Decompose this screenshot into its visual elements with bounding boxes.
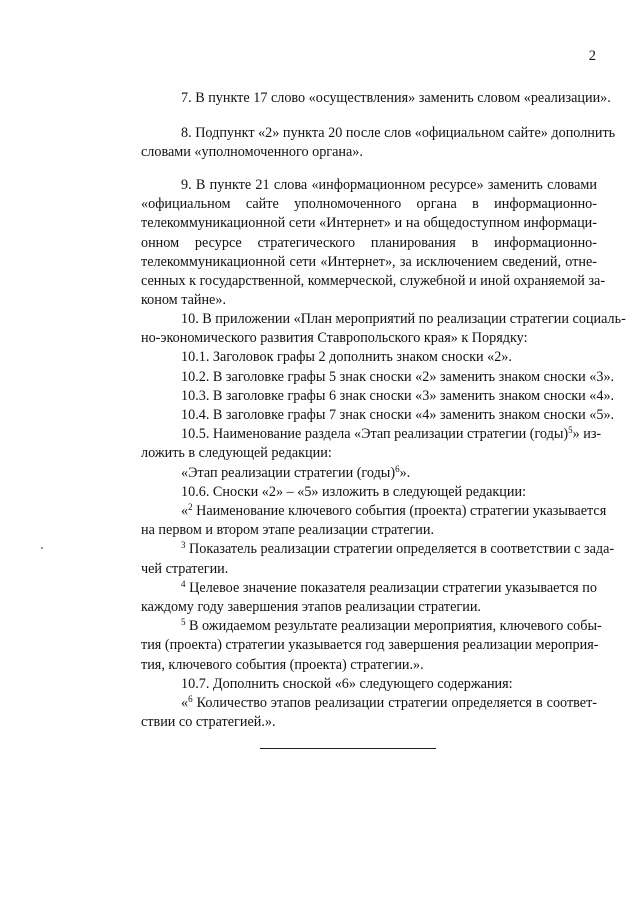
footnote-4-mark: 4: [181, 578, 186, 589]
item-10-5-line-2: ложить в следующей редакции:: [141, 445, 332, 462]
item-10-5-line-3: [101, 464, 597, 483]
footnote-6-mark: 6: [188, 694, 193, 705]
footnote-4-text: Целевое значение показателя реализации стратегии указывается по: [185, 579, 597, 596]
paragraph-9-line-4: онном ресурсе стратегического планирования в информационно-: [141, 234, 597, 251]
footnote-ref-5: 5: [568, 425, 573, 436]
paragraph-8-line-1: 8. Подпункт «2» пункта 20 после слов «официальном сайте» дополнить: [181, 125, 616, 141]
footnote-3-mark: 3: [181, 540, 186, 551]
paragraph-7-text: 7. В пункте 17 слово «осуществления» заменить словом «реализации».: [181, 90, 611, 106]
item-10-5-text-b: » из-: [572, 426, 602, 443]
paragraph-10-line-1: 10. В приложении «План мероприятий по реализации стратегии социаль-: [181, 311, 626, 327]
footnote-4-line-2: каждому году завершения этапов реализации стратегии.: [141, 599, 481, 616]
item-10-6-line-1: 10.6. Сноски «2» – «5» изложить в следующей редакции:: [181, 483, 527, 500]
page-number: 2: [588, 48, 596, 64]
end-divider-line: [260, 748, 436, 749]
footnote-5-line-1: [101, 617, 602, 636]
footnote-2-text: Наименование ключевого события (проекта) стратегии указывается: [192, 503, 607, 520]
item-10-7-line-1: 10.7. Дополнить сноской «6» следующего содержания:: [181, 675, 513, 692]
paragraph-8-line-2: словами «уполномоченного органа».: [141, 144, 363, 161]
footnote-3-line-1: [101, 540, 615, 559]
item-10-1: 10.1. Заголовок графы 2 дополнить знаком сноски «2».: [181, 349, 512, 366]
footnote-ref-6: 6: [395, 463, 400, 474]
footnote-2-line-1: [101, 502, 607, 521]
footnote-5-text: В ожидаемом результате реализации мероприятия, ключевого собы-: [185, 618, 602, 635]
paragraph-9-line-5: телекоммуникационной сети «Интернет», за исключением сведений, отне-: [141, 253, 597, 270]
footnote-3-line-2: чей стратегии.: [141, 560, 229, 577]
footnote-6-open-quote: «: [181, 695, 189, 712]
footnote-5-mark: 5: [181, 617, 186, 628]
item-10-5-line-1: [101, 425, 602, 444]
paragraph-9-line-7: коном тайне».: [141, 292, 226, 309]
paragraph-9-line-6: сенных к государственной, коммерческой, служебной и иной охраняемой за-: [141, 273, 606, 290]
paragraph-9: [101, 176, 606, 310]
item-10-5-heading-a: «Этап реализации стратегии (годы): [181, 464, 396, 481]
footnote-6-text: Количество этапов реализации стратегии определяется в соответ-: [192, 695, 597, 712]
paragraph-9-line-3: телекоммуникационной сети «Интернет» и на общедоступном информаци-: [141, 215, 597, 232]
paragraph-7: [101, 89, 611, 108]
paragraph-8: [101, 124, 616, 162]
footnote-4-line-1: [101, 579, 597, 598]
footnote-2-open-quote: «: [181, 503, 189, 520]
item-10-3: 10.3. В заголовке графы 6 знак сноски «3» заменить знаком сноски «4».: [181, 387, 615, 404]
paragraph-10: [101, 310, 626, 732]
item-10-2: 10.2. В заголовке графы 5 знак сноски «2» заменить знаком сноски «3».: [181, 368, 615, 385]
footnote-5-line-2: тия (проекта) стратегии указывается год завершения реализации мероприя-: [141, 637, 599, 654]
footnote-3-text: Показатель реализации стратегии определяется в соответствии с зада-: [185, 541, 615, 558]
paragraph-9-line-2: «официальном сайте уполномоченного органа в информационно-: [141, 196, 597, 213]
footnote-2-mark: 2: [188, 502, 193, 513]
item-10-5-heading-b: ».: [399, 464, 411, 481]
item-10-5-text-a: 10.5. Наименование раздела «Этап реализации стратегии (годы): [181, 426, 569, 443]
footnote-6-line-2: ствии со стратегией.».: [141, 714, 276, 731]
footnote-5-line-3: тия, ключевого события (проекта) стратегии.».: [141, 656, 424, 673]
footnote-2-line-2: на первом и втором этапе реализации стратегии.: [141, 522, 435, 539]
paragraph-10-line-2: но-экономического развития Ставропольского края» к Порядку:: [141, 330, 528, 347]
scan-speck: [41, 547, 43, 549]
paragraph-9-line-1: 9. В пункте 21 слова «информационном ресурсе» заменить словами: [181, 177, 597, 193]
footnote-6-line-1: [101, 694, 597, 713]
item-10-4: 10.4. В заголовке графы 7 знак сноски «4» заменить знаком сноски «5».: [181, 407, 615, 424]
